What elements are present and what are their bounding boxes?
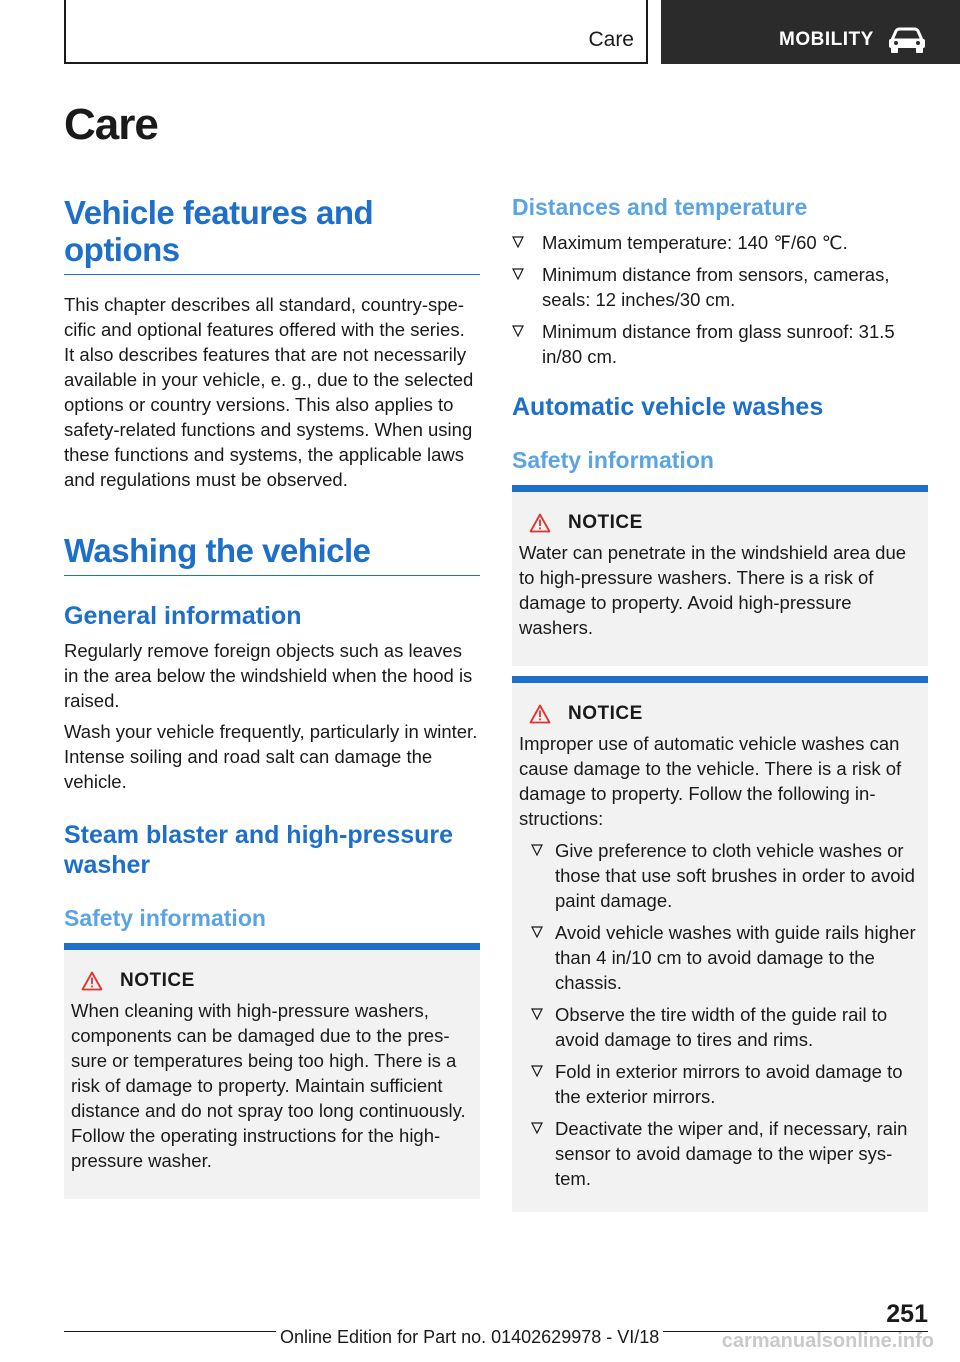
bullet-triangle-icon <box>531 844 543 856</box>
header-section-label: Care <box>588 28 634 51</box>
general-info-text-2: Wash your vehicle frequently, particularly in winter. Intense soiling and road salt can damage the vehicle. <box>64 721 478 792</box>
car-icon <box>887 26 927 54</box>
safety-info-heading-right: Safety information <box>512 447 714 473</box>
header-section-box <box>64 0 648 64</box>
list-item: Give preference to cloth vehicle washes or those that use soft brushes in order to avoid paint damage. <box>519 838 920 913</box>
list-item: Minimum distance from sensors, cameras, seals: 12 inches/30 cm. <box>512 262 928 312</box>
safety-info-heading-left: Safety information <box>64 905 266 931</box>
bullet-triangle-icon <box>531 1122 543 1134</box>
notice-box-high-pressure <box>64 943 480 1199</box>
steam-blaster-heading: Steam blaster and high-pressure washer <box>64 821 454 879</box>
header-chapter-box <box>661 0 960 64</box>
general-info-heading: General information <box>64 602 302 630</box>
washing-heading: Washing the vehicle <box>64 532 480 576</box>
list-item: Avoid vehicle washes with guide rails higher than 4 in/10 cm to avoid damage to the chassis. <box>519 920 920 995</box>
bullet-triangle-icon <box>531 1065 543 1077</box>
list-item: Fold in exterior mirrors to avoid damage to the exterior mirrors. <box>519 1059 920 1109</box>
page-number: 251 <box>886 1300 928 1328</box>
notice-box-windshield <box>512 485 928 666</box>
bullet-triangle-icon <box>531 926 543 938</box>
warning-triangle-icon <box>81 971 103 991</box>
notice-box-automatic-washes <box>512 676 928 1212</box>
bullet-triangle-icon <box>531 1008 543 1020</box>
vehicle-features-heading: Vehicle features and options <box>64 194 480 275</box>
notice-text: Improper use of automatic vehicle washes can cause damage to the vehicle. There is a risk of damage to property. Follow the following instructions: <box>519 733 902 829</box>
page-title: Care <box>64 100 158 149</box>
watermark: carmanualsonline.info <box>721 1330 934 1352</box>
bullet-triangle-icon <box>512 325 524 337</box>
notice-title: NOTICE <box>120 970 195 991</box>
notice-text: Water can penetrate in the windshield area due to high-pressure washers. There is a risk of damage to property. Avoid high-pressure washers. <box>519 542 907 638</box>
notice-title: NOTICE <box>568 703 643 724</box>
warning-triangle-icon <box>529 513 551 533</box>
notice-title: NOTICE <box>568 512 643 533</box>
list-item: Maximum temperature: 140 ℉/60 ℃. <box>512 230 928 255</box>
list-item: Minimum distance from glass sunroof: 31.5 in/80 cm. <box>512 319 928 369</box>
vehicle-features-text: This chapter describes all standard, country-specific and optional features offered with the series. It also describes features that are not necessarily available in your vehicle, e. g., due to the selected options or country versions. This also applies to safety-related functions and systems. When using these functions and systems, the applicable laws and regulations must be observed. <box>64 294 474 490</box>
automatic-washes-heading: Automatic vehicle washes <box>512 393 824 421</box>
warning-triangle-icon <box>529 704 551 724</box>
list-item: Deactivate the wiper and, if necessary, rain sensor to avoid damage to the wiper system. <box>519 1116 920 1191</box>
notice-text: When cleaning with high-pressure washers, components can be damaged due to the pressure or temperatures being too high. There is a risk of damage to property. Maintain sufficient distance and do not spray too long continuously. Follow the operating instructions for the high-pressure washer. <box>71 1000 466 1171</box>
distances-heading: Distances and temperature <box>512 194 808 220</box>
header-chapter-label: MOBILITY <box>779 29 874 50</box>
bullet-triangle-icon <box>512 236 524 248</box>
list-item: Observe the tire width of the guide rail to avoid damage to tires and rims. <box>519 1002 920 1052</box>
distances-list <box>512 230 928 376</box>
bullet-triangle-icon <box>512 268 524 280</box>
edition-text: Online Edition for Part no. 01402629978 - VI/18 <box>276 1327 663 1348</box>
general-info-text-1: Regularly remove foreign objects such as leaves in the area below the windshield when the hood is raised. <box>64 640 473 711</box>
notice-instructions-list <box>519 838 920 1191</box>
